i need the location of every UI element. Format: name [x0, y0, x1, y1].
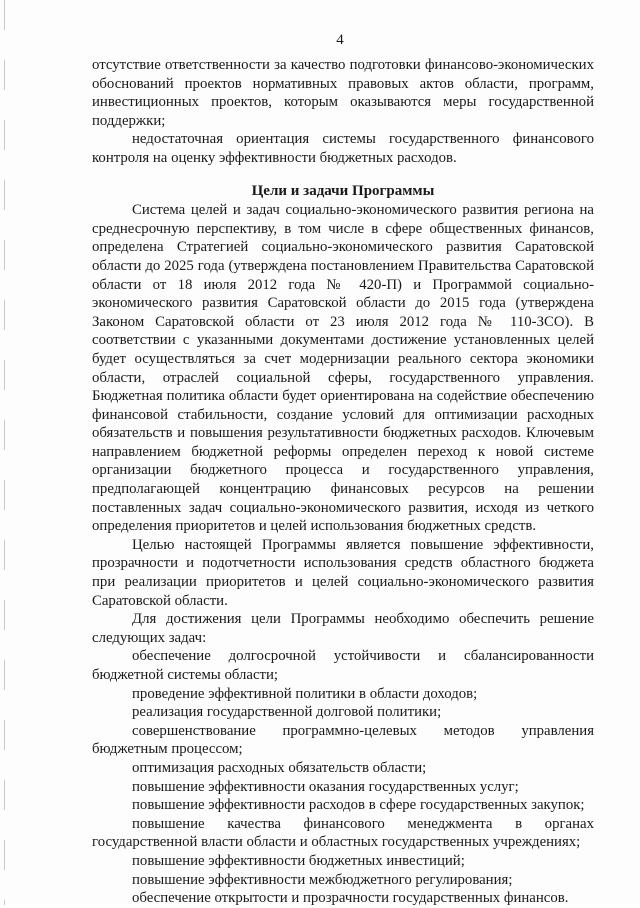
task-item: реализация государственной долговой политики;: [132, 704, 442, 721]
task-item: повышение качества финансового менеджмента в органах государственной власти области и областных государственных учреждениях;: [92, 815, 594, 851]
paragraph: Целью настоящей Программы является повышение эффективности, прозрачности и подотчетности использования средств областного бюджета при реализации приоритетов и целей социально-экономического развития Саратовской области.: [92, 536, 594, 609]
task-item: обеспечение долгосрочной устойчивости и сбалансированности бюджетной системы области;: [92, 648, 594, 683]
task-item: обеспечение открытости и прозрачности государственных финансов.: [132, 890, 569, 907]
scan-edge-line: [4, 0, 5, 905]
page-number: 4: [336, 32, 344, 48]
paragraph-continued: отсутствие ответственности за качество подготовки финансово-экономических обоснований проектов нормативных правовых актов области, программ, инвестиционных проектов, которым оказываются меры государственной поддержки;: [92, 57, 594, 129]
section-title: Цели и задачи Программы: [251, 182, 435, 199]
task-item: проведение эффективной политики в области доходов;: [132, 685, 478, 702]
document-body: [92, 56, 594, 908]
paragraph: Для достижения цели Программы необходимо обеспечить решение следующих задач:: [92, 611, 594, 646]
task-item: повышение эффективности оказания государственных услуг;: [132, 778, 519, 795]
paragraph: Система целей и задач социально-экономического развития региона на среднесрочную перспективу, в том числе в сфере общественных финансов, определена Стратегией социально-экономического развития Саратовской области до 2025 года (утверждена постановлением Правительства Саратовской области от 18 июля 2012 года № 420-П) и Программой социально-экономического развития Саратовской области до 2015 года (утверждена Законом Саратовской области от 23 июля 2012 года № 110-ЗСО). В соответствии с указанными документами достижение установленных целей будет осуществляться за счет модернизации реального сектора экономики области, отраслей социальной сферы, государственного управления. Бюджетная политика области будет ориентирована на содействие обеспечению финансовой стабильности, создание условий для оптимизации расходных обязательств и повышения результативности бюджетных расходов. Ключевым направлением бюджетной реформы определен переход к новой системе организации бюджетного процесса и государственного управления, предполагающей концентрацию финансовых ресурсов на решении поставленных задач социально-экономического развития, исходя из четкого определения приоритетов и целей использования бюджетных средств.: [92, 202, 594, 535]
task-item: оптимизация расходных обязательств области;: [132, 759, 427, 776]
task-item: повышение эффективности бюджетных инвестиций;: [132, 852, 465, 869]
task-item: совершенствование программно-целевых методов управления бюджетным процессом;: [92, 722, 594, 758]
task-item: повышение эффективности межбюджетного регулирования;: [132, 871, 513, 888]
paragraph: недостаточная ориентация системы государственного финансового контроля на оценку эффективности бюджетных расходов.: [92, 131, 594, 166]
task-item: повышение эффективности расходов в сфере государственных закупок;: [132, 797, 585, 814]
